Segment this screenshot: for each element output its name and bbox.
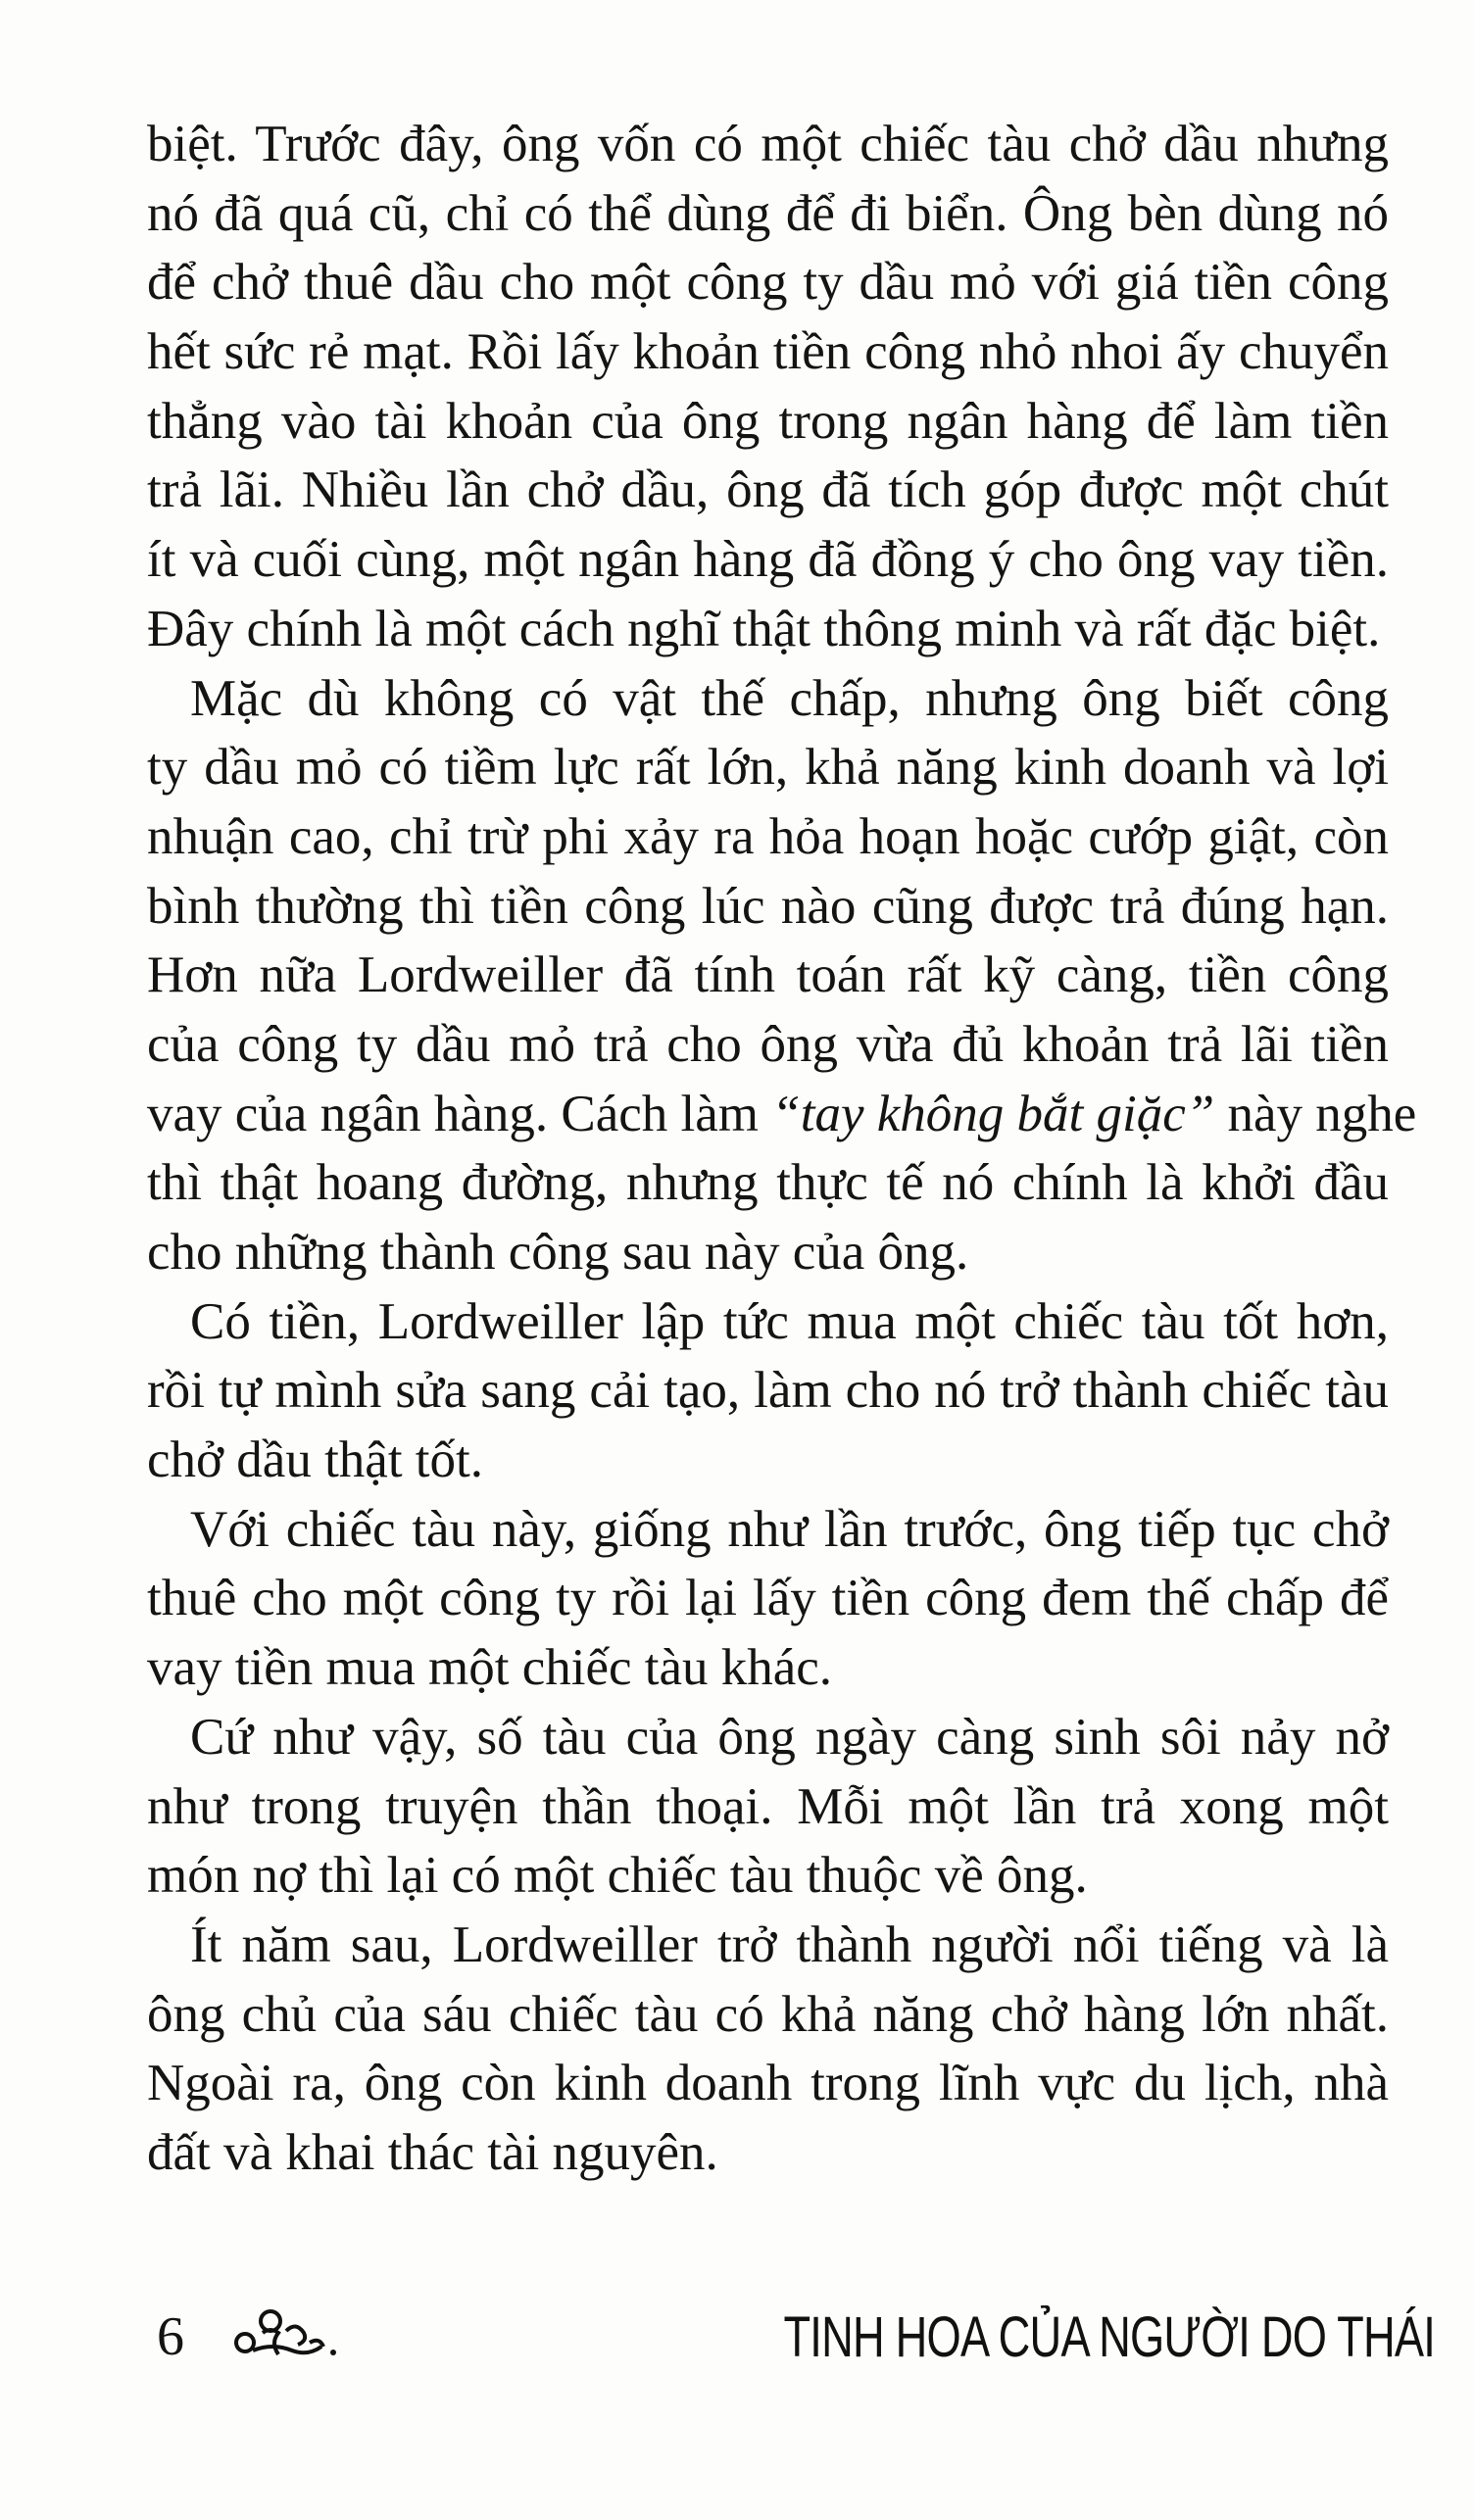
text-line (147, 733, 1389, 802)
text-line (147, 317, 1389, 387)
body-text (147, 110, 1417, 2188)
text-line (147, 387, 1389, 457)
text-line (147, 2118, 1389, 2188)
text-line (147, 1080, 1417, 1149)
text-segment: biệt. Trước đây, ông vốn có một chiếc tàu chở dầu nhưng (147, 116, 1389, 172)
text-segment: Hơn nữa Lordweiller đã tính toán rất kỹ càng, tiền công (147, 946, 1389, 1004)
text-segment: chở dầu thật tốt. (147, 1431, 483, 1489)
text-line (147, 1633, 1389, 1703)
text-line (147, 1356, 1389, 1426)
text-line (147, 802, 1389, 872)
text-segment: ty dầu mỏ có tiềm lực rất lớn, khả năng kinh doanh và lợi (147, 739, 1389, 797)
text-segment: như trong truyện thần thoại. Mỗi một lần trả xong một (147, 1777, 1389, 1835)
text-line (147, 1841, 1389, 1911)
text-segment: ông chủ của sáu chiếc tàu có khả năng chở hàng lớn nhất. (147, 1985, 1389, 2043)
text-segment: Ít năm sau, Lordweiller trở thành người nổi tiếng và là (190, 1915, 1389, 1973)
text-line (147, 872, 1389, 942)
text-segment: Với chiếc tàu này, giống như lần trước, ông tiếp tục chở (190, 1500, 1389, 1558)
text-line (147, 248, 1389, 317)
text-line (147, 1703, 1389, 1772)
text-line (147, 664, 1389, 734)
text-line (147, 110, 1389, 179)
text-segment: thuê cho một công ty rồi lại lấy tiền công đem thế chấp để (147, 1570, 1389, 1627)
text-line (147, 525, 1389, 595)
text-line (147, 941, 1389, 1010)
text-line (147, 1495, 1389, 1565)
text-segment: của công ty dầu mỏ trả cho ông vừa đủ khoản trả lãi tiền (147, 1015, 1389, 1073)
text-segment: Ngoài ra, ông còn kinh doanh trong lĩnh vực du lịch, nhà (147, 2055, 1389, 2112)
page-number: 6 (157, 2306, 184, 2367)
text-line (147, 456, 1389, 525)
page-footer (0, 2298, 1474, 2376)
text-segment: đất và khai thác tài nguyên. (147, 2123, 718, 2181)
text-segment: rồi tự mình sửa sang cải tạo, làm cho nó trở thành chiếc tàu (147, 1362, 1389, 1420)
text-line (147, 1426, 1389, 1495)
text-segment: Mặc dù không có vật thế chấp, nhưng ông biết công (190, 669, 1389, 727)
text-line (147, 1772, 1389, 1842)
text-segment: vay của ngân hàng. Cách làm (147, 1085, 772, 1142)
text-line (147, 1287, 1389, 1357)
book-title: TINH HOA CỦA NGƯỜI DO THÁI (783, 2305, 1435, 2369)
text-line (147, 179, 1389, 249)
text-segment: để chở thuê dầu cho một công ty dầu mỏ với giá tiền công (147, 254, 1389, 312)
text-line (147, 1911, 1389, 1980)
floral-ornament-icon (223, 2303, 341, 2362)
text-segment: vay tiền mua một chiếc tàu khác. (147, 1639, 833, 1697)
text-line (147, 1148, 1389, 1218)
text-line (147, 1010, 1389, 1080)
text-line (147, 2049, 1389, 2118)
text-line (147, 1218, 1389, 1287)
text-segment: thì thật hoang đường, nhưng thực tế nó chính là khởi đầu (147, 1154, 1389, 1212)
text-segment: nhuận cao, chỉ trừ phi xảy ra hỏa hoạn hoặc cướp giật, còn (147, 807, 1389, 865)
text-segment: trả lãi. Nhiều lần chở dầu, ông đã tích góp được một chút (147, 461, 1389, 519)
text-segment: Đây chính là một cách nghĩ thật thông minh và rất đặc biệt. (147, 600, 1381, 657)
text-segment: thẳng vào tài khoản của ông trong ngân hàng để làm tiền (147, 392, 1389, 450)
text-segment: bình thường thì tiền công lúc nào cũng được trả đúng hạn. (147, 877, 1389, 935)
text-segment: nó đã quá cũ, chỉ có thể dùng để đi biển. Ông bèn dùng nó (147, 184, 1389, 242)
text-segment: cho những thành công sau này của ông. (147, 1224, 969, 1281)
italic-quote: “tay không bắt giặc” (771, 1085, 1215, 1142)
text-segment: này nghe (1214, 1085, 1417, 1142)
text-line (147, 1564, 1389, 1633)
text-segment: món nợ thì lại có một chiếc tàu thuộc về ông. (147, 1847, 1088, 1905)
text-segment: ít và cuối cùng, một ngân hàng đã đồng ý cho ông vay tiền. (147, 531, 1389, 589)
text-line (147, 1980, 1389, 2050)
text-segment: hết sức rẻ mạt. Rồi lấy khoản tiền công nhỏ nhoi ấy chuyển (147, 323, 1389, 381)
text-segment: Có tiền, Lordweiller lập tức mua một chiếc tàu tốt hơn, (190, 1292, 1389, 1350)
text-segment: Cứ như vậy, số tàu của ông ngày càng sinh sôi nảy nở (190, 1708, 1389, 1766)
text-line (147, 595, 1389, 664)
